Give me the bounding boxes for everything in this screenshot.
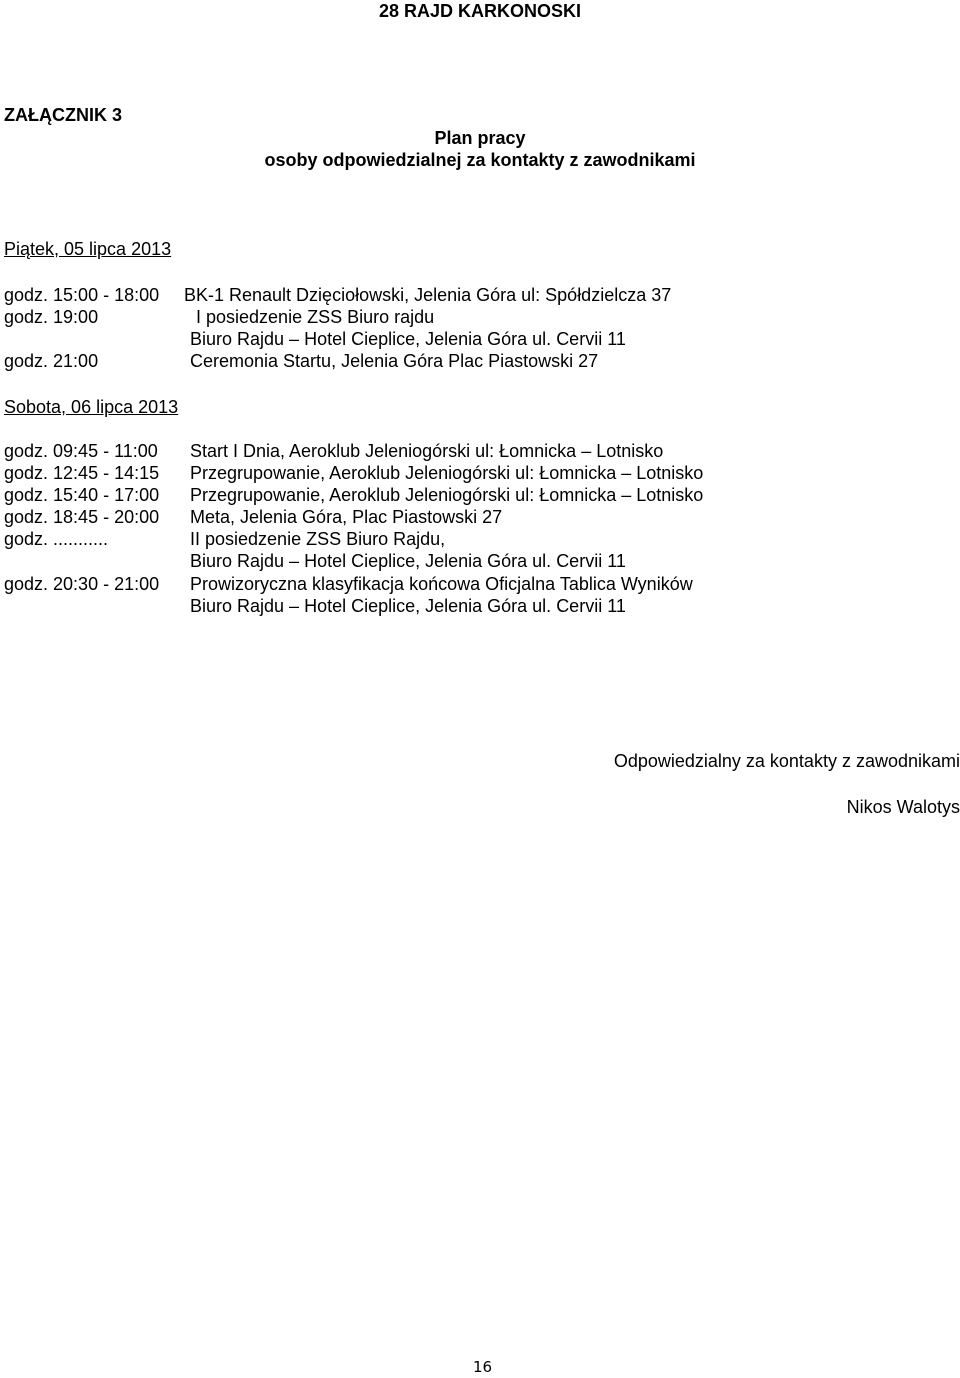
plan-title: Plan pracy: [434, 128, 526, 148]
schedule-time: godz. 09:45 - 11:00: [4, 441, 158, 461]
schedule-text: Biuro Rajdu – Hotel Cieplice, Jelenia Góra ul. Cervii 11: [190, 551, 626, 571]
page-number: 16: [473, 1358, 493, 1376]
schedule-text: Ceremonia Startu, Jelenia Góra Plac Piastowski 27: [190, 351, 599, 371]
schedule-time: godz. 20:30 - 21:00: [4, 574, 160, 594]
signature-role: Odpowiedzialny za kontakty z zawodnikami: [613, 751, 960, 771]
schedule-time: godz. 15:40 - 17:00: [4, 485, 160, 505]
plan-subtitle: osoby odpowiedzialnej za kontakty z zawodnikami: [264, 150, 696, 170]
schedule-text: Meta, Jelenia Góra, Plac Piastowski 27: [190, 507, 503, 527]
schedule-text: Prowizoryczna klasyfikacja końcowa Oficjalna Tablica Wyników: [190, 574, 693, 594]
schedule-text: II posiedzenie ZSS Biuro Rajdu,: [190, 529, 446, 549]
schedule-time: godz. 18:45 - 20:00: [4, 507, 160, 527]
schedule-text: Przegrupowanie, Aeroklub Jeleniogórski ul: Łomnicka – Lotnisko: [190, 463, 704, 483]
schedule-text: Przegrupowanie, Aeroklub Jeleniogórski ul: Łomnicka – Lotnisko: [190, 485, 704, 505]
day2-heading: Sobota, 06 lipca 2013: [4, 397, 179, 417]
schedule-time: godz. 15:00 - 18:00: [4, 285, 160, 305]
attachment-label: ZAŁĄCZNIK 3: [4, 105, 122, 125]
schedule-time: godz. ...........: [4, 529, 109, 549]
schedule-text: Start I Dnia, Aeroklub Jeleniogórski ul: Łomnicka – Lotnisko: [190, 441, 664, 461]
schedule-time: godz. 12:45 - 14:15: [4, 463, 160, 483]
schedule-text: Biuro Rajdu – Hotel Cieplice, Jelenia Góra ul. Cervii 11: [190, 329, 626, 349]
schedule-text: BK-1 Renault Dzięciołowski, Jelenia Góra ul: Spółdzielcza 37: [184, 285, 672, 305]
day1-heading: Piątek, 05 lipca 2013: [4, 239, 172, 259]
schedule-text: Biuro Rajdu – Hotel Cieplice, Jelenia Góra ul. Cervii 11: [190, 596, 626, 616]
signature-name: Nikos Walotys: [846, 797, 960, 817]
schedule-text: I posiedzenie ZSS Biuro rajdu: [196, 307, 435, 327]
document-title: 28 RAJD KARKONOSKI: [378, 1, 582, 21]
schedule-time: godz. 19:00: [4, 307, 99, 327]
schedule-time: godz. 21:00: [4, 351, 99, 371]
